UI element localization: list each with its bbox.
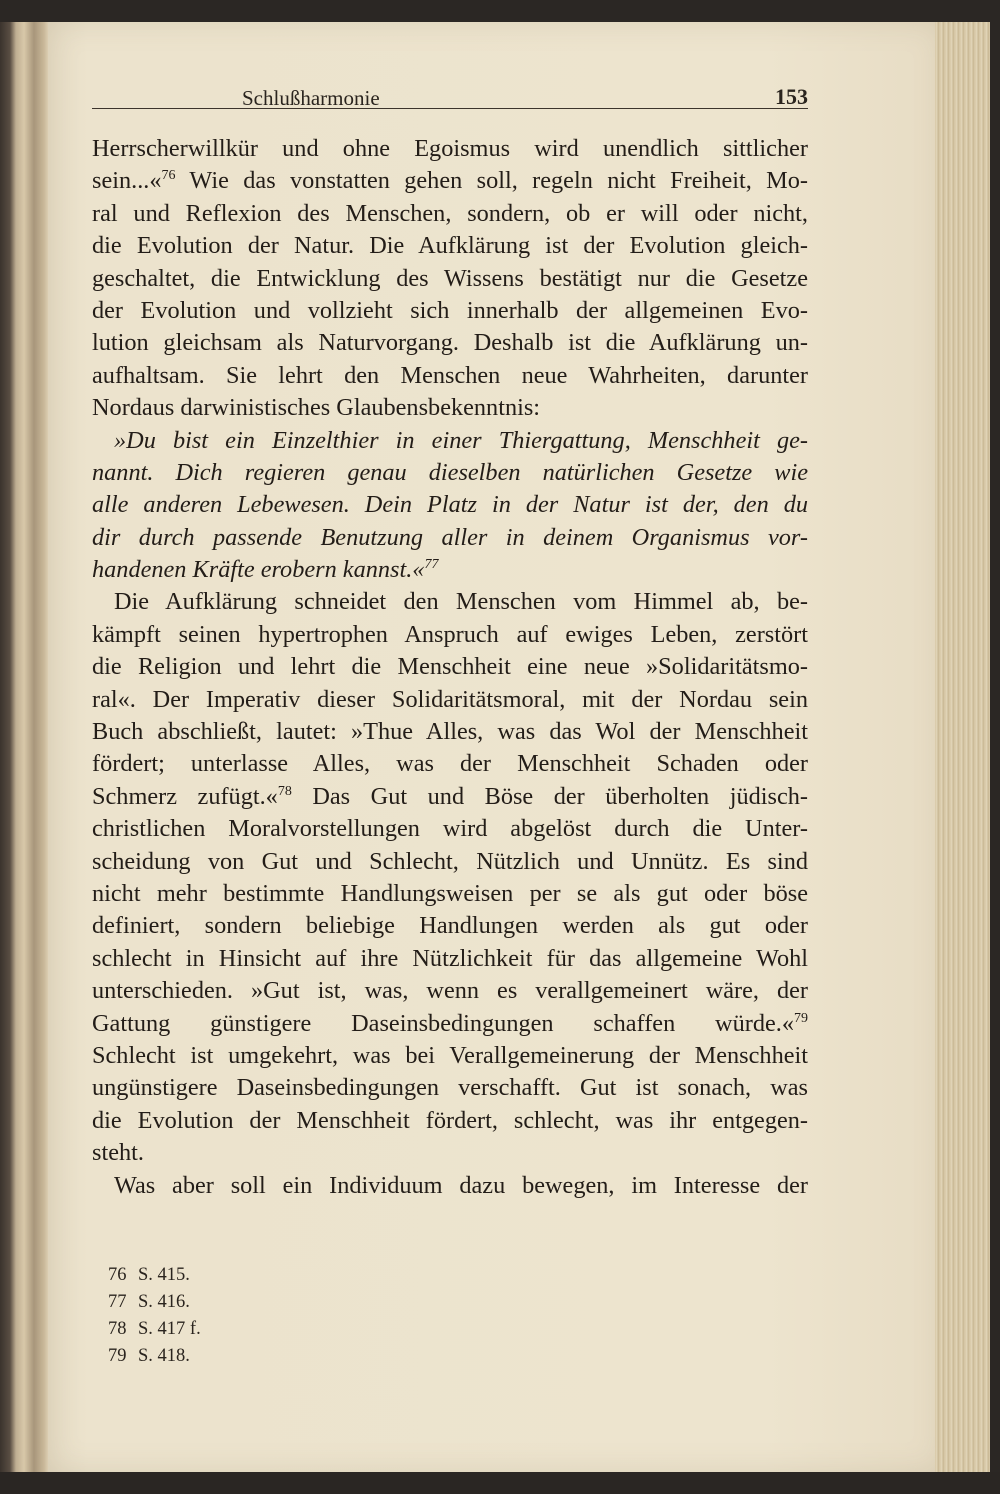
- text-line: Nordaus darwinistisches Glaubensbekenntnis:: [92, 394, 541, 422]
- text-line: steht.: [92, 1139, 144, 1167]
- text-line: Schlecht ist umgekehrt, was bei Verallgemeinerung der Menschheit: [92, 1041, 808, 1069]
- scan-border-bottom: [0, 1472, 1000, 1494]
- footnote-ref: 77: [424, 557, 439, 573]
- quote-line: dir durch passende Benutzung aller in deinem Organismus vor-: [92, 523, 808, 551]
- page-header: [92, 78, 808, 109]
- quote-line: alle anderen Lebewesen. Dein Platz in der Natur ist der, den du: [92, 491, 808, 519]
- text-line: definiert, sondern beliebige Handlungen werden als gut oder: [92, 912, 808, 940]
- text-line: aufhaltsam. Sie lehrt den Menschen neue Wahrheiten, darunter: [92, 361, 808, 389]
- text-line: nicht mehr bestimmte Handlungsweisen per se als gut oder böse: [92, 879, 808, 907]
- footnote: 76 S. 415.: [108, 1265, 190, 1285]
- quote-line: »Du bist ein Einzelthier in einer Thiergattung, Menschheit ge-: [114, 426, 808, 454]
- text-line: ral und Reflexion des Menschen, sondern, ob er will oder nicht,: [92, 199, 808, 227]
- text-line: Was aber soll ein Individuum dazu bewegen, im Interesse der: [114, 1171, 808, 1199]
- text-line: christlichen Moralvorstellungen wird abgelöst durch die Unter-: [92, 815, 808, 843]
- text-line: schlecht in Hinsicht auf ihre Nützlichkeit für das allgemeine Wohl: [92, 944, 808, 972]
- footnote: 78 S. 417 f.: [108, 1319, 201, 1339]
- footnote-ref: 79: [794, 1010, 808, 1026]
- footnote-ref: 76: [161, 168, 176, 184]
- quote-line: handenen Kräfte erobern kannst.«$^{77}$: [92, 556, 439, 584]
- text-line: die Religion und lehrt die Menschheit eine neue »Solidaritätsmo-: [92, 653, 808, 681]
- text-line: lution gleichsam als Naturvorgang. Deshalb ist die Aufklärung un-: [92, 329, 808, 357]
- footnote: 77 S. 416.: [108, 1292, 190, 1312]
- text-line: ral«. Der Imperativ dieser Solidaritätsmoral, mit der Nordau sein: [92, 685, 808, 713]
- footnote-ref: 78: [277, 783, 292, 799]
- text-line: Die Aufklärung schneidet den Menschen vom Himmel ab, be-: [114, 588, 808, 616]
- text-line: die Evolution der Menschheit fördert, schlecht, was ihr entgegen-: [92, 1106, 808, 1134]
- footnotes: [108, 1262, 201, 1370]
- text-line: fördert; unterlasse Alles, was der Menschheit Schaden oder: [92, 750, 808, 778]
- text-line: sein...«$^{76}$ Wie das vonstatten gehen soll, regeln nicht Freiheit, Mo-: [92, 167, 808, 195]
- body-text: [92, 133, 808, 1202]
- text-line: unterschieden. »Gut ist, was, wenn es verallgemeinert wäre, der: [92, 977, 808, 1005]
- text-line: Buch abschließt, lautet: »Thue Alles, was das Wol der Menschheit: [92, 718, 808, 746]
- page-number: 153: [775, 84, 808, 109]
- text-line: ungünstigere Daseinsbedingungen verschafft. Gut ist sonach, was: [92, 1074, 808, 1102]
- footnote: 79 S. 418.: [108, 1346, 190, 1366]
- facing-page-edge: [0, 22, 50, 1472]
- text-line: geschaltet, die Entwicklung des Wissens bestätigt nur die Gesetze: [92, 264, 808, 292]
- text-line: kämpft seinen hypertrophen Anspruch auf ewiges Leben, zerstört: [92, 620, 808, 648]
- running-title: Schlußharmonie: [242, 86, 380, 110]
- scan-border-right: [990, 0, 1000, 1494]
- text-line: Schmerz zufügt.«$^{78}$ Das Gut und Böse der überholten jüdisch-: [92, 782, 808, 810]
- text-line: der Evolution und vollzieht sich innerhalb der allgemeinen Evo-: [92, 296, 808, 324]
- text-line: Gattung günstigere Daseinsbedingungen schaffen würde.«$^{79}$: [92, 1009, 808, 1037]
- text-line: die Evolution der Natur. Die Aufklärung ist der Evolution gleich-: [92, 232, 808, 260]
- quote-line: nannt. Dich regieren genau dieselben natürlichen Gesetze wie: [92, 458, 808, 486]
- page-fore-edge: [935, 22, 990, 1472]
- text-line: scheidung von Gut und Schlecht, Nützlich und Unnütz. Es sind: [92, 847, 808, 875]
- text-line: Herrscherwillkür und ohne Egoismus wird unendlich sittlicher: [92, 135, 808, 162]
